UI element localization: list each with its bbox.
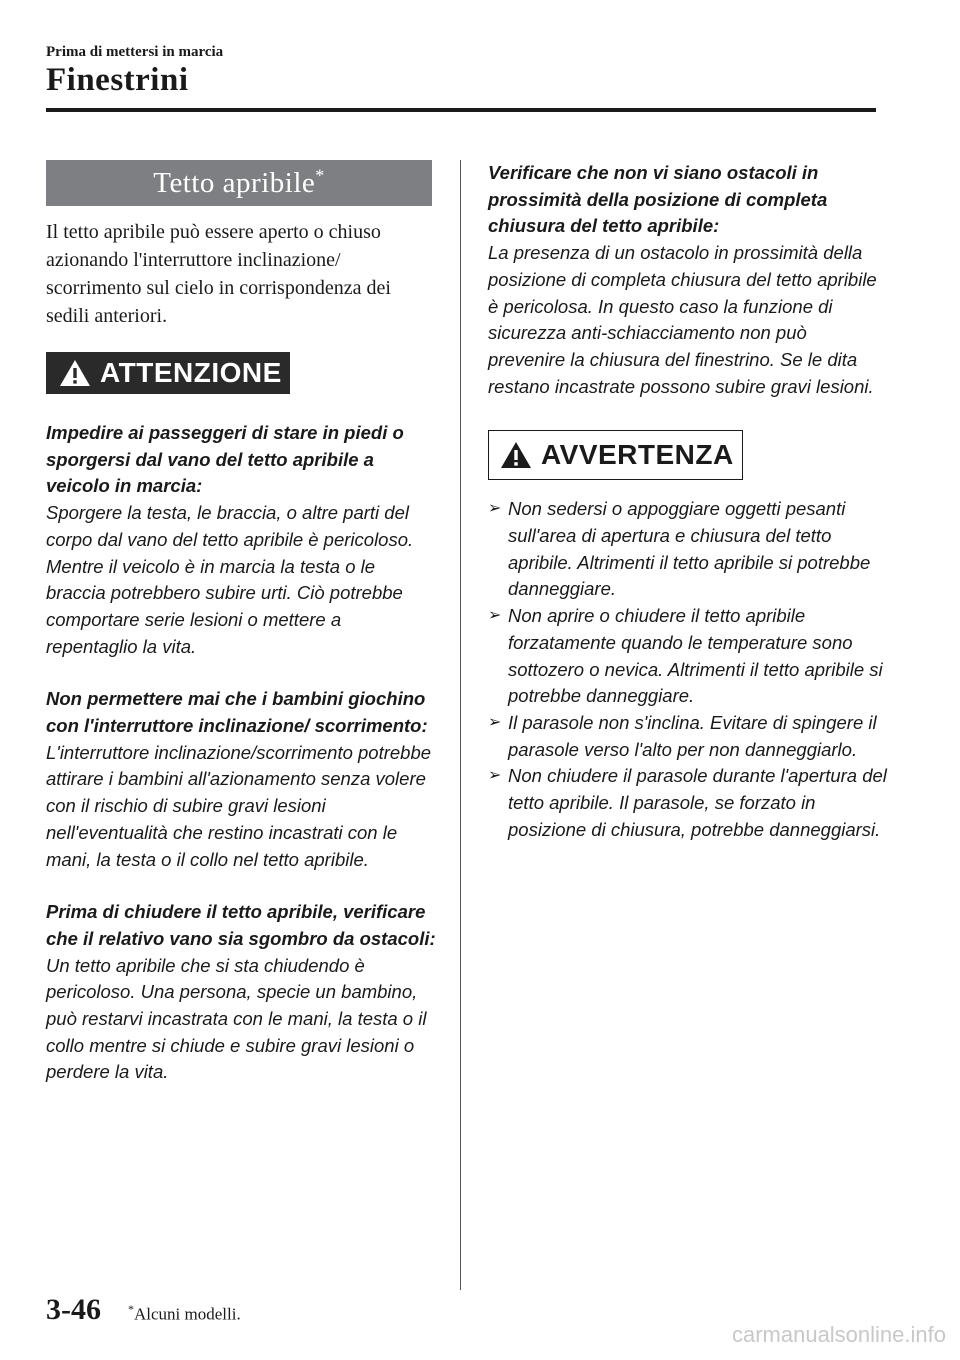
attenzione-block	[488, 160, 888, 400]
attenzione-badge	[46, 352, 290, 394]
attenzione-block-body: Un tetto apribile che si sta chiudendo è pericoloso. Una persona, specie un bambino, può restarvi incastrata con le mani, la testa o il collo mentre si chiude e subire gravi lesioni o perdere la vita.	[46, 954, 427, 1083]
right-column	[488, 160, 888, 843]
page-number: 3-46	[46, 1293, 101, 1326]
attenzione-label: ATTENZIONE	[100, 357, 282, 388]
arrow-bullet-icon: ➢	[488, 607, 502, 625]
column-divider	[460, 160, 461, 1290]
attenzione-block-heading: Non permettere mai che i bambini giochino con l'interruttore inclinazione/ scorrimento:	[46, 688, 428, 737]
attenzione-block	[46, 686, 436, 873]
section-title-mark: *	[315, 164, 325, 185]
avvertenza-badge	[488, 430, 743, 480]
footnote: *Alcuni modelli.	[128, 1302, 241, 1324]
attenzione-block-body: L'interruttore inclinazione/scorrimento potrebbe attirare i bambini all'azionamento senza volere con il rischio di subire gravi lesioni nell'eventualità che restino incastrati con le mani, la testa o il collo nel tetto apribile.	[46, 741, 432, 870]
arrow-bullet-icon: ➢	[488, 500, 502, 518]
list-item: ➢ Non sedersi o appoggiare oggetti pesanti sull'area di apertura e chiusura del tetto apribile. Altrimenti il tetto apribile si potrebbe danneggiare.	[488, 498, 871, 600]
title-rule	[46, 108, 876, 112]
list-item: ➢ Non chiudere il parasole durante l'apertura del tetto apribile. Il parasole, se forzato in posizione di chiusura, potrebbe danneggiarsi.	[488, 765, 887, 840]
warning-triangle-icon	[58, 358, 92, 388]
attenzione-block-body: Sporgere la testa, le braccia, o altre parti del corpo dal vano del tetto apribile è pericoloso. Mentre il veicolo è in marcia la testa o le braccia potrebbero subire urti. Ciò potrebbe comportare serie lesioni o mettere a repentaglio la vita.	[46, 502, 414, 657]
avvertenza-list	[488, 496, 888, 843]
avvertenza-label: AVVERTENZA	[541, 439, 734, 471]
watermark: carmanualsonline.info	[731, 1322, 946, 1347]
attenzione-block	[46, 899, 436, 1086]
chapter-title: Finestrini	[46, 62, 189, 98]
attenzione-block	[46, 420, 436, 660]
list-item: ➢ Il parasole non s'inclina. Evitare di spingere il parasole verso l'alto per non danneggiarlo.	[488, 711, 877, 760]
attenzione-block-heading: Impedire ai passeggeri di stare in piedi o sporgersi dal vano del tetto apribile a veicolo in marcia:	[46, 422, 404, 497]
arrow-bullet-icon: ➢	[488, 713, 502, 731]
attenzione-block-heading: Prima di chiudere il tetto apribile, verificare che il relativo vano sia sgombro da ostacoli:	[46, 901, 436, 949]
arrow-bullet-icon: ➢	[488, 767, 502, 785]
section-title: Tetto apribile*	[153, 164, 325, 199]
warning-triangle-icon	[499, 440, 533, 470]
section-intro: Il tetto apribile può essere aperto o chiuso azionando l'interruttore inclinazione/ scorrimento sul cielo in corrispondenza dei sedili anteriori.	[46, 221, 391, 327]
attenzione-block-heading: Verificare che non vi siano ostacoli in prossimità della posizione di completa chiusura del tetto apribile:	[488, 162, 828, 237]
left-column	[46, 160, 436, 1086]
footnote-mark: *	[128, 1302, 134, 1316]
section-title-band	[46, 160, 432, 206]
running-head: Prima di mettersi in marcia	[46, 44, 224, 60]
attenzione-block-body: La presenza di un ostacolo in prossimità della posizione di completa chiusura del tetto apribile è pericolosa. In questo caso la funzione di sicurezza anti-schiacciamento non può prevenire la chiusura del finestrino. Se le dita restano incastrate possono subire gravi lesioni.	[488, 242, 877, 397]
list-item: ➢ Non aprire o chiudere il tetto apribile forzatamente quando le temperature sono sottozero o nevica. Altrimenti il tetto apribile si potrebbe danneggiare.	[488, 605, 883, 707]
